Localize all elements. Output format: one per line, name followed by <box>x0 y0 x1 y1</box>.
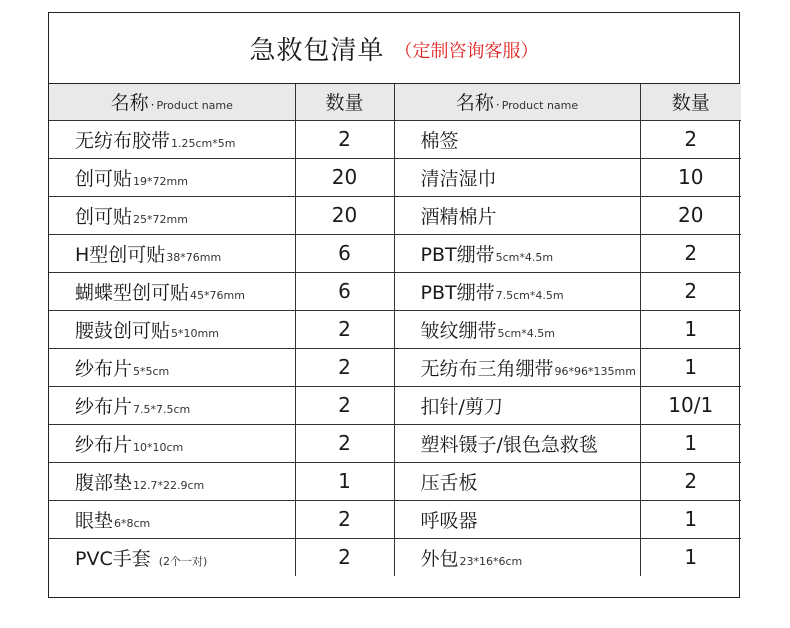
item-name-cell <box>394 196 640 234</box>
item-name: 无纺布三角绷带 <box>420 357 554 380</box>
item-name-cell <box>49 158 295 196</box>
table-row <box>49 348 741 386</box>
title-row <box>49 13 739 84</box>
item-spec: 10*10cm <box>133 440 184 454</box>
item-name-cell <box>394 348 640 386</box>
item-quantity: 2 <box>640 120 741 158</box>
item-spec: 5cm*4.5m <box>495 250 554 264</box>
item-name: 腹部垫 <box>75 471 133 494</box>
item-spec: 5cm*4.5m <box>497 326 555 340</box>
item-name: 棉签 <box>420 129 459 152</box>
item-quantity: 2 <box>640 234 741 272</box>
item-quantity: 2 <box>295 120 394 158</box>
table-row <box>49 538 741 576</box>
item-name: PBT绷带 <box>420 281 495 304</box>
item-name-cell <box>49 196 295 234</box>
item-name-cell <box>394 500 640 538</box>
item-spec: 23*16*6cm <box>459 554 523 568</box>
item-name-cell <box>49 500 295 538</box>
item-quantity: 2 <box>295 386 394 424</box>
item-quantity: 6 <box>295 272 394 310</box>
item-spec: 38*76mm <box>166 250 222 264</box>
item-quantity: 1 <box>640 310 741 348</box>
item-quantity: 1 <box>295 462 394 500</box>
item-quantity: 2 <box>640 272 741 310</box>
item-name: 皱纹绷带 <box>420 319 497 342</box>
header-name-sub: Product name <box>501 99 579 113</box>
item-quantity: 1 <box>640 538 741 576</box>
table-row <box>49 424 741 462</box>
item-name-cell <box>49 424 295 462</box>
item-quantity: 2 <box>295 424 394 462</box>
table-row <box>49 386 741 424</box>
item-table <box>49 84 741 576</box>
item-quantity: 2 <box>295 310 394 348</box>
item-name-cell <box>394 272 640 310</box>
item-name-cell <box>394 386 640 424</box>
item-spec: 5*10mm <box>171 326 219 340</box>
table-row <box>49 196 741 234</box>
item-name-cell <box>49 462 295 500</box>
item-quantity: 1 <box>640 500 741 538</box>
item-name: 塑料镊子/银色急救毯 <box>420 433 598 456</box>
item-name-cell <box>49 120 295 158</box>
item-quantity: 10 <box>640 158 741 196</box>
item-quantity: 1 <box>640 348 741 386</box>
item-spec: 7.5*7.5cm <box>133 402 191 416</box>
item-name: 无纺布胶带 <box>75 129 171 152</box>
item-name-cell <box>394 120 640 158</box>
custom-consult-note: （定制咨询客服） <box>394 41 539 62</box>
item-quantity: 1 <box>640 424 741 462</box>
item-spec: 5*5cm <box>133 364 170 378</box>
header-name-left <box>49 84 295 120</box>
item-name: 纱布片 <box>75 395 133 418</box>
item-name: 眼垫 <box>75 509 114 532</box>
item-spec: 1.25cm*5m <box>171 136 236 150</box>
item-spec: 7.5cm*4.5m <box>495 288 564 302</box>
table-header-row <box>49 84 741 120</box>
item-name: 纱布片 <box>75 433 133 456</box>
table-row <box>49 462 741 500</box>
item-quantity: 20 <box>295 158 394 196</box>
item-name: 外包 <box>420 547 459 570</box>
item-quantity: 2 <box>295 348 394 386</box>
table-row <box>49 158 741 196</box>
item-name-cell <box>394 310 640 348</box>
item-name-cell <box>394 234 640 272</box>
header-qty-left: 数量 <box>295 84 394 120</box>
item-name-cell <box>49 538 295 576</box>
item-name: 清洁湿巾 <box>420 167 497 190</box>
header-qty-right: 数量 <box>640 84 741 120</box>
item-name: PBT绷带 <box>420 243 495 266</box>
table-row <box>49 310 741 348</box>
item-quantity: 20 <box>640 196 741 234</box>
item-name-cell <box>49 272 295 310</box>
item-name: 创可贴 <box>75 205 133 228</box>
item-name-cell <box>49 310 295 348</box>
item-quantity: 6 <box>295 234 394 272</box>
item-name: H型创可贴 <box>75 243 166 266</box>
item-spec: 19*72mm <box>133 174 188 188</box>
item-name: 酒精棉片 <box>420 205 497 228</box>
header-name-dot: · <box>150 98 155 113</box>
item-name-cell <box>394 424 640 462</box>
item-name: 纱布片 <box>75 357 133 380</box>
item-name-cell <box>49 348 295 386</box>
table-row <box>49 272 741 310</box>
item-name: PVC手套 <box>75 547 151 570</box>
item-name: 压舌板 <box>420 471 478 494</box>
item-quantity: 2 <box>295 500 394 538</box>
first-aid-checklist <box>48 12 740 598</box>
item-name: 蝴蝶型创可贴 <box>75 281 190 304</box>
item-quantity: 20 <box>295 196 394 234</box>
table-row <box>49 500 741 538</box>
header-name-label: 名称 <box>455 92 494 115</box>
item-spec: 6*8cm <box>114 516 151 530</box>
table-row <box>49 120 741 158</box>
item-quantity: 2 <box>295 538 394 576</box>
item-name: 腰鼓创可贴 <box>75 319 171 342</box>
item-name: 扣针/剪刀 <box>420 395 503 418</box>
item-spec: (2个一对) <box>158 554 208 568</box>
header-name-dot: · <box>495 98 500 113</box>
header-name-sub: Product name <box>156 99 233 113</box>
item-name-cell <box>394 462 640 500</box>
item-spec: 96*96*135mm <box>554 364 636 378</box>
page-title: 急救包清单 <box>249 35 385 66</box>
header-name-label: 名称 <box>110 92 149 115</box>
item-name-cell <box>394 538 640 576</box>
item-name-cell <box>49 234 295 272</box>
table-row <box>49 234 741 272</box>
item-spec: 25*72mm <box>133 212 188 226</box>
item-spec: 12.7*22.9cm <box>133 478 205 492</box>
item-name-cell <box>394 158 640 196</box>
item-name: 呼吸器 <box>420 509 478 532</box>
item-spec: 45*76mm <box>190 288 245 302</box>
item-name: 创可贴 <box>75 167 133 190</box>
item-name-cell <box>49 386 295 424</box>
header-name-right <box>394 84 640 120</box>
item-quantity: 10/1 <box>640 386 741 424</box>
item-quantity: 2 <box>640 462 741 500</box>
